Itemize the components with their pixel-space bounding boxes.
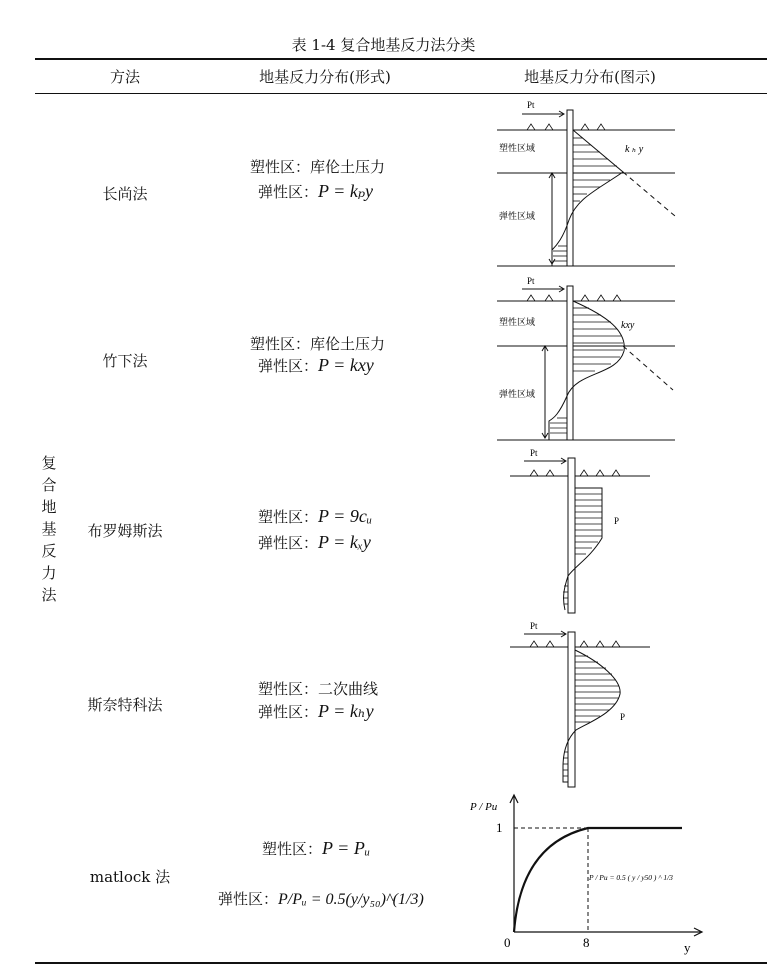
svg-text:弹性区域: 弹性区域 (499, 211, 536, 221)
elastic-zone-line: 弹性区：P/Pᵤ = 0.5(y/y₅₀)^(1/3) (218, 890, 424, 908)
bottom-rule (35, 962, 767, 964)
table-caption: 表 1-4 复合地基反力法分类 (291, 36, 476, 54)
plastic-zone-line: 塑性区：二次曲线 (258, 680, 379, 698)
elastic-zone-line: 弹性区：P = kₕy (258, 701, 374, 721)
top-rule (35, 58, 767, 60)
svg-text:kxy: kxy (621, 320, 635, 331)
svg-text:塑性区域: 塑性区域 (499, 317, 536, 327)
svg-text:Pt: Pt (527, 276, 535, 286)
method-name: 竹下法 (102, 352, 148, 370)
svg-text:1: 1 (496, 820, 503, 835)
svg-text:弹性区域: 弹性区域 (499, 389, 536, 399)
plastic-zone-line: 塑性区：P = 9cᵤ (258, 506, 373, 526)
elastic-zone-line: 弹性区：P = kₓy (258, 532, 371, 552)
plastic-zone-line: 塑性区：库伦土压力 (250, 158, 386, 176)
svg-text:P: P (620, 712, 626, 722)
svg-text:P / Pu: P / Pu (470, 801, 498, 813)
plastic-zone-line: 塑性区：库伦土压力 (250, 335, 386, 353)
elastic-zone-line: 弹性区：P = kxy (258, 355, 374, 375)
svg-text:y: y (684, 940, 691, 955)
svg-text:P / Pu = 0.5 ( y / y50 ) ^ 1/3: P / Pu = 0.5 ( y / y50 ) ^ 1/3 (589, 873, 673, 882)
svg-text:Pt: Pt (530, 621, 538, 631)
header-figure: 地基反力分布(图示) (524, 68, 656, 86)
method-name: 布罗姆斯法 (87, 522, 163, 540)
matlock-curve-chart (468, 790, 708, 955)
reaction-diagram-2 (497, 276, 677, 446)
svg-text:塑性区域: 塑性区域 (499, 143, 536, 153)
svg-text:k ₕ y: k ₕ y (625, 144, 644, 155)
reaction-diagram-3 (510, 448, 650, 618)
elastic-zone-line: 弹性区：P = kₚy (258, 181, 374, 201)
group-label: 复 合 地 基 反 力 法 (41, 454, 57, 604)
svg-text:P: P (614, 516, 620, 526)
svg-text:Pt: Pt (527, 100, 535, 110)
svg-text:8: 8 (583, 935, 590, 950)
plastic-zone-line: 塑性区：P = Pᵤ (262, 838, 371, 858)
header-rule (35, 93, 767, 94)
svg-text:Pt: Pt (530, 448, 538, 458)
method-name: 长尚法 (102, 185, 148, 203)
svg-text:0: 0 (504, 935, 511, 950)
method-name: 斯奈特科法 (87, 696, 163, 714)
reaction-diagram-1 (497, 100, 677, 270)
reaction-diagram-4 (510, 622, 650, 792)
method-name: matlock 法 (89, 868, 171, 886)
header-method: 方法 (109, 68, 140, 86)
header-form: 地基反力分布(形式) (259, 68, 391, 86)
